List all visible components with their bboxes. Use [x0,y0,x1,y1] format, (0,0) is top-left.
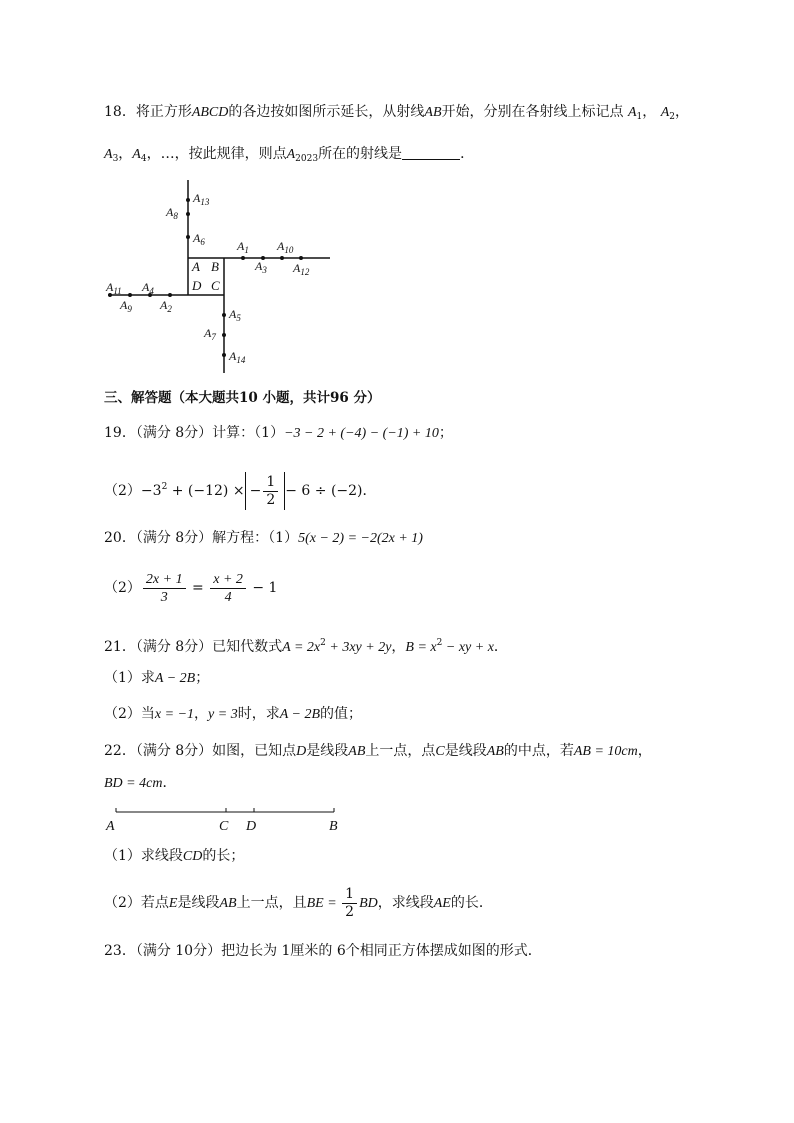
absolute-value: − $\frac{1}{2}$ [245,472,286,510]
q19-line1: 19．（满分 8分）计算：（1）−3 − 2 + (−4) − (−1) + 10； [104,425,453,441]
fraction-2: $\frac{x + 2}{4}$ [210,571,246,606]
point-B: B [329,819,338,834]
point-D: D [246,819,257,834]
q21-part1: （1）求A − 2B； [104,670,210,686]
fraction-1: $\frac{2x + 1}{3}$ [143,571,186,606]
q23-text: 23．（满分 10分）把边长为 1厘米的 6个相同正方体摆成如图的形式． [104,943,542,959]
label-D: D [192,278,202,293]
point-A: A [106,819,115,834]
label-A10: $A_{10}$ [277,239,294,255]
q22-line1: 22．（满分 8分）如图，已知点D是线段AB上一点，点C是线段AB的中点，若AB = 10cm， [104,743,652,759]
label-A8: $A_8$ [166,205,178,221]
q22-line2: BD = 4cm． [104,775,177,791]
label-A14: $A_{14}$ [229,349,246,365]
label-A2: $A_2$ [160,298,172,314]
label-A9: $A_9$ [120,298,132,314]
q21-line1: 21．（满分 8分）已知代数式$A = 2x^2 + 3xy + 2y$，$B = x^2$ − xy + x． [104,638,508,655]
label-B: B [211,259,219,274]
q20-line2: （2） $\frac{2x + 1}{3}$ = $\frac{x + 2}{4}$ − 1 [104,571,278,605]
answer-blank[interactable] [402,145,460,160]
q22-segment-figure [100,802,360,838]
label-A: A [192,259,200,274]
q18-line2: $A_3$，$A_4$，…，按此规律，则点$A_{2023}$所在的射线是 ． [104,146,475,164]
point-C: C [219,819,229,834]
q18-figure [100,178,340,378]
label-A7: $A_7$ [204,326,216,342]
q20-line1: 20．（满分 8分）解方程：（1）5(x − 2) = −2(2x + 1) [104,530,423,546]
label-A4: $A_4$ [142,280,154,296]
label-A6: $A_6$ [193,231,205,247]
label-A1: $A_1$ [237,239,249,255]
fraction-half: $\frac{1}{2}$ [263,474,278,509]
label-A11: $A_{11}$ [106,280,122,296]
q19-line2: $(2)-3^2 + (-12)$ × − $\frac{1}{2}$ − 6 ÷ (−2)． [104,468,377,510]
q22-part2: （2）若点E是线段AB上一点，且BE = $\frac{1}{2}$ BD，求线段AE的长． [104,885,493,920]
label-A12: $A_{12}$ [293,261,310,277]
q18-line1: 18．将正方形ABCD的各边按如图所示延长，从射线AB开始，分别在各射线上标记点 $A_1$， $A_2$， [104,104,689,122]
section-heading: 三、解答题（本大题共10 小题，共计96 分） [104,390,381,406]
fraction-half: $\frac{1}{2}$ [342,886,357,921]
label-A3: $A_3$ [255,259,267,275]
q22-part1: （1）求线段CD的长； [104,848,245,864]
label-A13: $A_{13}$ [193,191,210,207]
label-C: C [211,278,220,293]
q21-part2: （2）当x = −1，y = 3时，求A − 2B的值； [104,706,363,722]
label-A5: $A_5$ [229,307,241,323]
